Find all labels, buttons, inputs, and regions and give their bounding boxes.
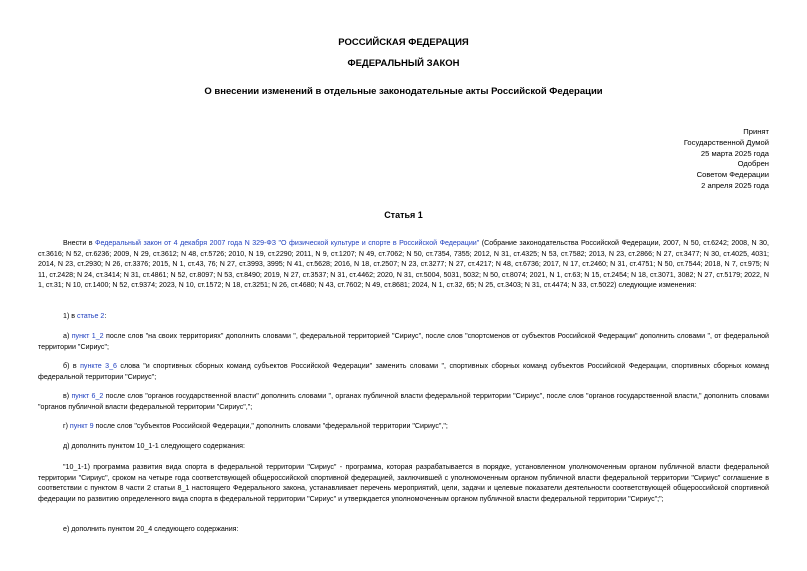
item-a-prefix: а) [63, 332, 72, 340]
item-b-text: слова "и спортивных сборных команд субъектов Российской Федерации" заменить словами ", спортивных сборных команд субъектов Российской Федерации, спортивных сборных команд федеральной территории "Сириус"; [38, 362, 769, 381]
federal-law-link[interactable]: Федеральный закон от 4 декабря 2007 года N 329-ФЗ "О физической культуре и спорте в Российской Федерации" [95, 239, 480, 247]
article-2-link[interactable]: статье 2 [77, 312, 105, 320]
item-v-text: после слов "органов государственной власти" дополнить словами ", органах публичной власти федеральной территории "Сириус", после слов "органов государственной власти," дополнить словами "органов публичной власти федеральной территории "Сириус","; [38, 392, 770, 411]
item-1 [38, 311, 769, 322]
intro-suffix: (Собрание законодательства Российской Федерации, 2007, N 50, ст.6242; 2008, N 30, ст.3616; N 52, ст.6236; 2009, N 29, ст.3612; N 48, ст.5726; 2010, N 19, ст.2290; 2011, N 9, ст.1207; N 49, ст.7062; N 50, ст.7354, 7355; 2012, N 31, ст.4325; N 53, ст.7582; 2013, N 23, ст.2866; N 27, ст.3477; N 30, ст.4025, 4031; 2014, N 23, ст.2930; N 26, ст.3376; 2015, N 1, ст.43, 76; N 27, ст.3993, 3995; N 41, ст.5628; 2016, N 18, ст.2507; N 23, ст.3277; N 27, ст.4217; N 48, ст.6736; 2017, N 17, ст.2460; N 31, ст.4751; N 50, ст.7544; 2018, N 7, ст.975; N 11, ст.2428; N 24, ст.3414; N 31, ст.4861; N 52, ст.8097; N 53, ст.8490; 2019, N 27, ст.3537; N 31, ст.4462; 2020, N 31, ст.5004, 5031, 5032; N 50, ст.8074; 2021, N 1, ст.63; N 15, ст.2454; N 18, ст.3071, 3082; N 27, ст.5179; 2022, N 1, ст.31; N 10, ст.1400; N 52, ст.9374; 2023, N 10, ст.1572; N 18, ст.3251; N 26, ст.4680; N 43, ст.7602; N 49, ст.8681; 2024, N 1, ст.32, 65; N 25, ст.3403; N 31, ст.4474; N 33, ст.5022) следующие изменения: [38, 239, 769, 289]
item-1-suffix: : [104, 312, 107, 320]
intro-prefix: Внести в [63, 239, 96, 247]
adoption-block [569, 127, 769, 192]
point-3-6-link[interactable]: пункте 3_6 [80, 362, 117, 370]
adoption-line: 25 марта 2025 года [700, 148, 769, 158]
adoption-line: Советом Федерации [696, 170, 769, 180]
item-g [38, 421, 769, 432]
adoption-line: Государственной Думой [683, 137, 769, 147]
item-1-prefix: 1) в [63, 312, 78, 320]
law-title: О внесении изменений в отдельные законодательные акты Российской Федерации [204, 86, 603, 97]
item-g-prefix: г) [63, 422, 70, 430]
item-a [38, 331, 769, 352]
country-heading: РОССИЙСКАЯ ФЕДЕРАЦИЯ [338, 37, 469, 48]
point-6-2-link[interactable]: пункт 6_2 [71, 392, 104, 400]
item-g-text: после слов "субъектов Российской Федерации," дополнить словами "федеральной территории "Сириус","; [93, 422, 448, 430]
article-intro [38, 238, 769, 291]
item-d: д) дополнить пунктом 10_1-1 следующего содержания: [63, 442, 245, 450]
adoption-line: 2 апреля 2025 года [701, 180, 769, 190]
item-v [38, 391, 769, 412]
item-a-text: после слов "на своих территориях" дополнить словами ", федеральной территорией "Сириус", после слов "спортсменов от субъектов Российской Федерации" дополнить словами ", от федеральной территории "Сириус"; [38, 332, 770, 351]
point-9-link[interactable]: пункт 9 [69, 422, 94, 430]
law-type-heading: ФЕДЕРАЛЬНЫЙ ЗАКОН [347, 58, 460, 69]
item-e: е) дополнить пунктом 20_4 следующего содержания: [63, 525, 239, 533]
adoption-line: Принят [743, 127, 769, 136]
item-d-text: "10_1-1) программа развития вида спорта в федеральной территории "Сириус" - программа, которая разрабатывается в порядке, установленном уполномоченным органом публичной власти федеральной территории "Сириус", сроком на четыре года соответствующей общероссийской спортивной федерацией, заключившей с уполномоченным органом публичной власти федеральной территории "Сириус" соглашение в соответствии с пунктом 8 части 2 статьи 8_1 настоящего Федерального закона, устанавливает перечень мероприятий, цели, задачи и целевые показатели деятельности соответствующей общероссийской спортивной федерации по развитию определенного вида спорта в федеральной территории "Сириус" и утверждается уполномоченным органом публичной власти федеральной территории "Сириус";"; [38, 463, 769, 503]
item-v-prefix: в) [63, 392, 72, 400]
adoption-line: Одобрен [737, 159, 769, 169]
item-b-prefix: б) в [63, 362, 81, 370]
item-b [38, 361, 769, 382]
point-1-2-link[interactable]: пункт 1_2 [71, 332, 104, 340]
article-heading: Статья 1 [384, 210, 423, 220]
